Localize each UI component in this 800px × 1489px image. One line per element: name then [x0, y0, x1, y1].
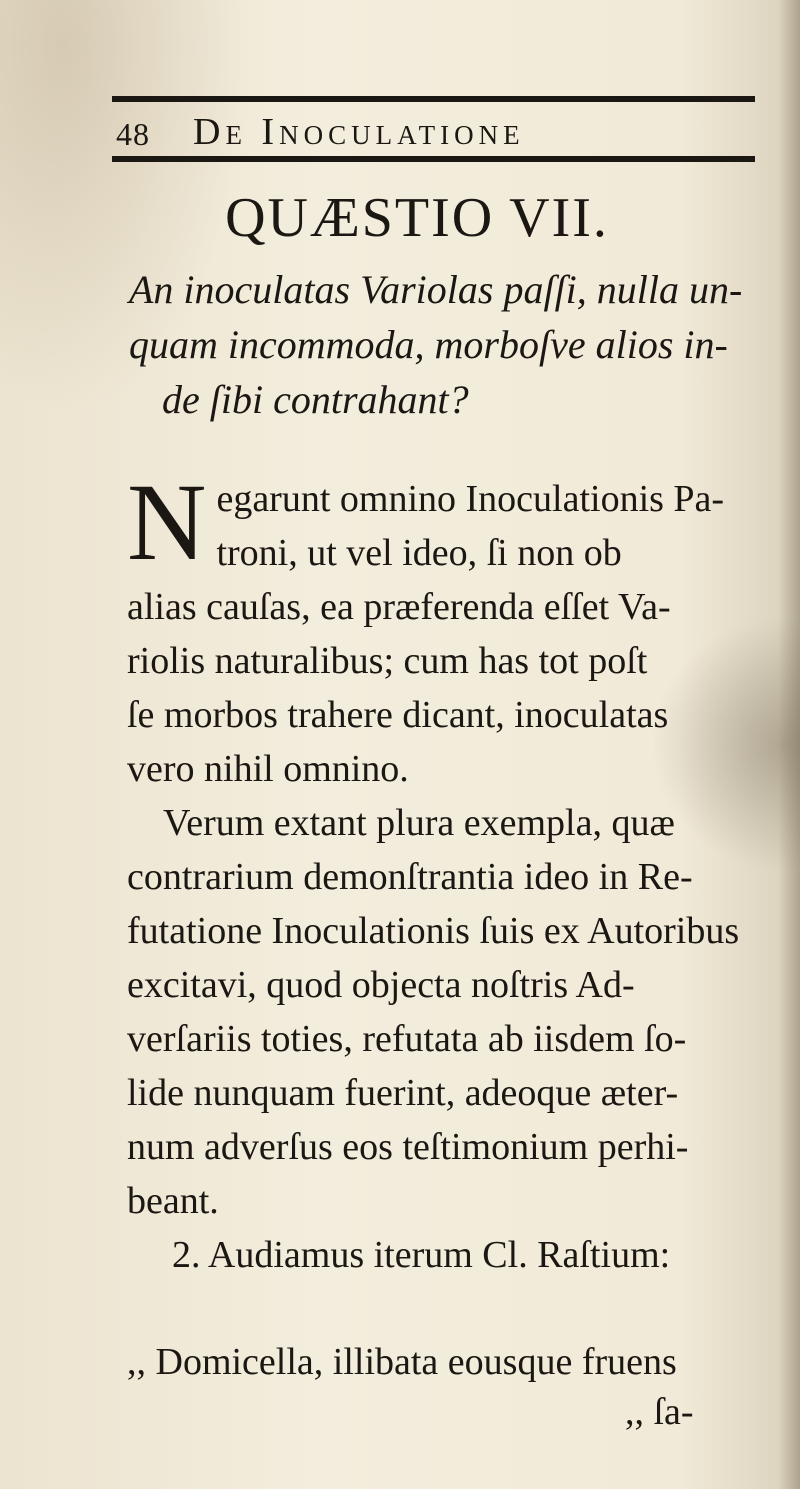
- text-line: vero nihil omnino.: [127, 748, 409, 790]
- catchword: ,, ſa-: [625, 1391, 694, 1433]
- question-line: de ſibi contrahant?: [162, 377, 469, 422]
- text-line: lide nunquam fuerint, adeoque æter-: [127, 1072, 679, 1114]
- running-head: [116, 110, 756, 154]
- text-line: egarunt omnino Inoculationis Pa-: [216, 478, 725, 520]
- text-line: Verum extant plura exempla, quæ: [163, 802, 675, 844]
- question-heading: QUÆSTIO VII.: [225, 187, 609, 249]
- text-line: contrarium demonſtrantia ideo in Re-: [127, 856, 693, 898]
- drop-cap: N: [127, 461, 207, 583]
- text-line: futatione Inoculationis ſuis ex Autoribus: [127, 910, 740, 952]
- text-line: alias cauſas, ea præferenda eſſet Va-: [127, 586, 671, 628]
- question-text: [129, 262, 769, 427]
- body-text: [127, 461, 767, 1282]
- text-line: num adverſus eos teſtimonium perhi-: [127, 1126, 689, 1168]
- text-line: verſariis toties, refutata ab iisdem ſo-: [127, 1018, 687, 1060]
- running-title: De Inoculatione: [193, 111, 525, 153]
- text-line: riolis naturalibus; cum has tot poſt: [127, 640, 648, 682]
- text-line: beant.: [127, 1180, 219, 1222]
- text-line: troni, ut vel ideo, ſi non ob: [216, 532, 622, 574]
- text-line: ſe morbos trahere dicant, inoculatas: [127, 694, 669, 736]
- text-line: 2. Audiamus iterum Cl. Raſtium:: [172, 1234, 671, 1276]
- header-rule-bottom: [112, 156, 755, 162]
- header-rule-top: [112, 96, 755, 102]
- question-line: quam incommoda, morboſve alios in-: [129, 322, 728, 367]
- quoted-line: ,, Domicella, illibata eousque fruens: [127, 1341, 677, 1383]
- text-line: excitavi, quod objecta noſtris Ad-: [127, 964, 635, 1006]
- question-line: An inoculatas Variolas paſſi, nulla un-: [129, 267, 743, 312]
- page-number: 48: [116, 116, 150, 152]
